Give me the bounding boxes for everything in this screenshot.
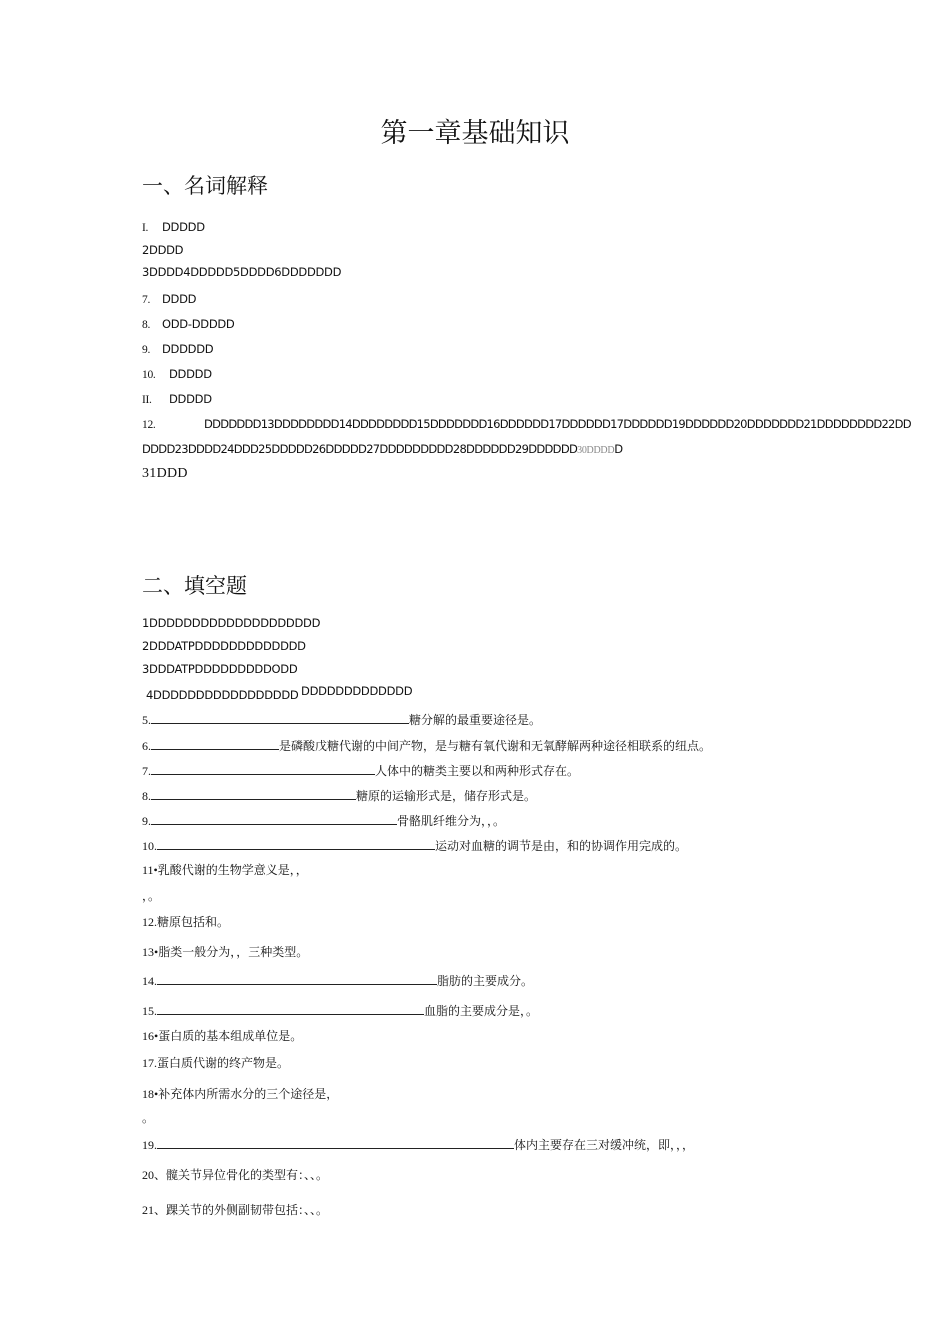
list-item: DDDD23DDDD24DDD25DDDDD26DDDDD27DDDDDDDDD28DDDDDD29DDDDDD30DDDDD [142, 442, 623, 456]
list-item: 1DDDDDDDDDDDDDDDDDDDD [142, 616, 321, 630]
list-item: 14. 脂肪的主要成分。 [142, 971, 533, 989]
list-item: II. DDDDD [142, 392, 212, 406]
list-item: 6. 是磷酸戊糖代谢的中间产物，是与糖有氧代谢和无氧酵解两种途径相联系的纽点。 [142, 736, 711, 754]
answer-blank[interactable] [151, 710, 409, 724]
list-item: 11•乳酸代谢的生物学意义是，， [142, 863, 308, 877]
page-title: 第一章基础知识 [380, 118, 570, 149]
list-item: 4DDDDDDDDDDDDDDDDD DDDDDDDDDDDDD [146, 684, 413, 702]
list-item: 8. ODD-DDDDD [142, 317, 235, 331]
list-item: 。 [142, 1111, 155, 1125]
list-item: 13•脂类一般分为，，三种类型。 [142, 945, 309, 959]
list-item: 7. 人体中的糖类主要以和两种形式存在。 [142, 761, 579, 779]
list-item: 16•蛋白质的基本组成单位是。 [142, 1029, 303, 1043]
list-item: 31DDD [142, 466, 188, 481]
list-item: 17.蛋白质代谢的终产物是。 [142, 1056, 290, 1070]
list-item: ，。 [142, 889, 161, 903]
answer-blank[interactable] [157, 1135, 514, 1149]
list-item: 7. DDDD [142, 292, 197, 306]
list-item: 15. 血脂的主要成分是，。 [142, 1001, 538, 1019]
list-item: 9. DDDDDD [142, 342, 214, 356]
list-item: 5. 糖分解的最重要途径是。 [142, 710, 541, 728]
list-item: 10. DDDDD [142, 367, 212, 381]
answer-blank[interactable] [157, 971, 437, 985]
list-item: 21、踝关节的外侧副韧带包括：、、。 [142, 1203, 329, 1217]
section-heading-terms: 一、名词解释 [142, 174, 268, 198]
list-item: 9. 骨骼肌纤维分为，，。 [142, 811, 505, 829]
answer-blank[interactable] [151, 811, 397, 825]
list-item: I. DDDDD [142, 220, 205, 234]
list-item: 8. 糖原的运输形式是，储存形式是。 [142, 786, 536, 804]
section-heading-fill-blanks: 二、填空题 [142, 574, 247, 598]
list-item: 18•补充体内所需水分的三个途径是， [142, 1087, 339, 1101]
answer-blank[interactable] [157, 836, 435, 850]
list-item: 10. 运动对血糖的调节是由，和的协调作用完成的。 [142, 836, 687, 854]
list-item: 2DDDD [142, 243, 184, 257]
list-item: 3DDDATPDDDDDDDDDODD [142, 662, 298, 676]
list-item: 20、髋关节异位骨化的类型有：、、。 [142, 1168, 329, 1182]
answer-blank[interactable] [157, 1001, 424, 1015]
answer-blank[interactable] [151, 761, 375, 775]
list-item: 12.糖原包括和。 [142, 915, 230, 929]
list-item: 2DDDATPDDDDDDDDDDDDD [142, 639, 306, 653]
list-item: 3DDDD4DDDDD5DDDD6DDDDDDD [142, 265, 342, 279]
answer-blank[interactable] [151, 736, 279, 750]
list-item: 12. DDDDDDD13DDDDDDDD14DDDDDDDD15DDDDDDD16DDDDDD17DDDDDD17DDDDDD19DDDDDD20DDDDDDD21DDDDDDDD22DD [142, 417, 911, 431]
list-item: 19. 体内主要存在三对缓冲统，即，，， [142, 1135, 694, 1153]
answer-blank[interactable] [151, 786, 356, 800]
